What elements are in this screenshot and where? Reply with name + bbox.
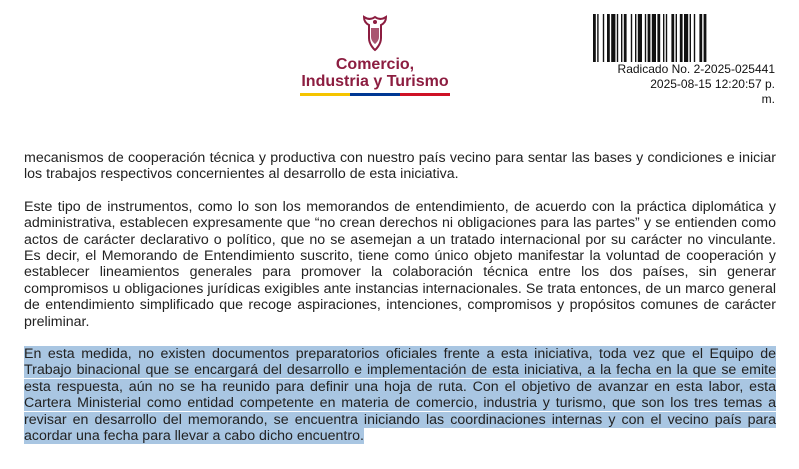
barcode-bar <box>680 14 683 62</box>
barcode-bar <box>611 14 615 62</box>
barcode-bar <box>690 14 691 62</box>
barcode-bar <box>676 14 677 62</box>
barcode-bar <box>607 14 610 62</box>
paragraph-3-selected[interactable] <box>24 346 776 444</box>
barcode-bar <box>704 14 707 62</box>
barcode-bar <box>645 14 646 62</box>
barcode-bar <box>593 14 596 62</box>
flag-red <box>400 93 450 96</box>
barcode-bar <box>666 14 667 62</box>
barcode-bar <box>603 14 604 62</box>
logo-text-line1: Comercio, <box>335 56 415 73</box>
barcode-bar <box>684 14 688 62</box>
paragraph-1: mecanismos de cooperación técnica y productiva con nuestro país vecino para sentar las bases y condiciones e iniciar los trabajos respectivos concernientes al desarrollo de esta iniciativa. <box>24 150 776 183</box>
barcode-bar <box>652 14 656 62</box>
barcode-bar <box>597 14 598 62</box>
barcode-bar <box>648 14 651 62</box>
flag-blue <box>350 93 400 96</box>
barcode-bar <box>699 14 702 62</box>
barcode-bar <box>663 14 664 62</box>
flag-yellow <box>300 93 350 96</box>
barcode-bar <box>631 14 632 62</box>
barcode-bar <box>617 14 618 62</box>
document-body <box>24 150 776 461</box>
radicado-number: Radicado No. 2-2025-025441 <box>617 62 775 76</box>
barcode-bar <box>657 14 660 62</box>
barcode-bar <box>621 14 622 62</box>
paragraph-2: Este tipo de instrumentos, como lo son los memorandos de entendimiento, de acuerdo con la práctica diplomática y administrativa, establecen expresamente que “no crean derechos ni obligaciones para las partes” y se entienden como actos de carácter declarativo o político, que no se asemejan a un tratado internacional por su carácter no vinculante. Es decir, el Memorando de Entendimiento suscrito, tiene como único objeto manifestar la voluntad de cooperación y establecer lineamientos generales para promover la colaboración técnica entre los dos países, sin generar compromisos u obligaciones jurídicas exigibles ante instancias internacionales. Se trata entonces, de un marco general de entendimiento simplificado que recoge aspiraciones, intenciones, compromisos y propósitos comunes de carácter preliminar. <box>24 198 776 330</box>
barcode-bar <box>624 14 627 62</box>
ministry-logo <box>290 14 460 100</box>
logo-text-line2: Industria y Turismo <box>301 73 449 90</box>
barcode-bar <box>694 14 695 62</box>
barcode <box>593 14 775 62</box>
radicado-datetime-tail: m. <box>761 92 775 106</box>
radicado-datetime: 2025-08-15 12:20:57 p. <box>650 77 775 91</box>
barcode-bar <box>638 14 642 62</box>
radicado-block <box>585 62 775 107</box>
barcode-bar <box>635 14 636 62</box>
barcode-bar <box>671 14 674 62</box>
selected-text[interactable]: En esta medida, no existen documentos preparatorios oficiales frente a esta iniciativa, toda vez que el Equipo de Trabajo binacional que se encargará del desarrollo e implementación de esta iniciativa, a la fecha en la que se emite esta respuesta, aún no se ha reunido para definir una hoja de ruta. Con el objetivo de avanzar en esta labor, esta Cartera Ministerial como entidad competente en materia de comercio, industria y turismo, que son los tres temas a revisar en desarrollo del memorando, se encuentra iniciando las coordinaciones internas y con el vecino país para acordar una fecha para llevar a cabo dicho encuentro. <box>24 346 776 445</box>
document-header <box>0 0 799 140</box>
coat-of-arms-icon <box>355 14 395 54</box>
flag-stripe <box>300 93 450 96</box>
